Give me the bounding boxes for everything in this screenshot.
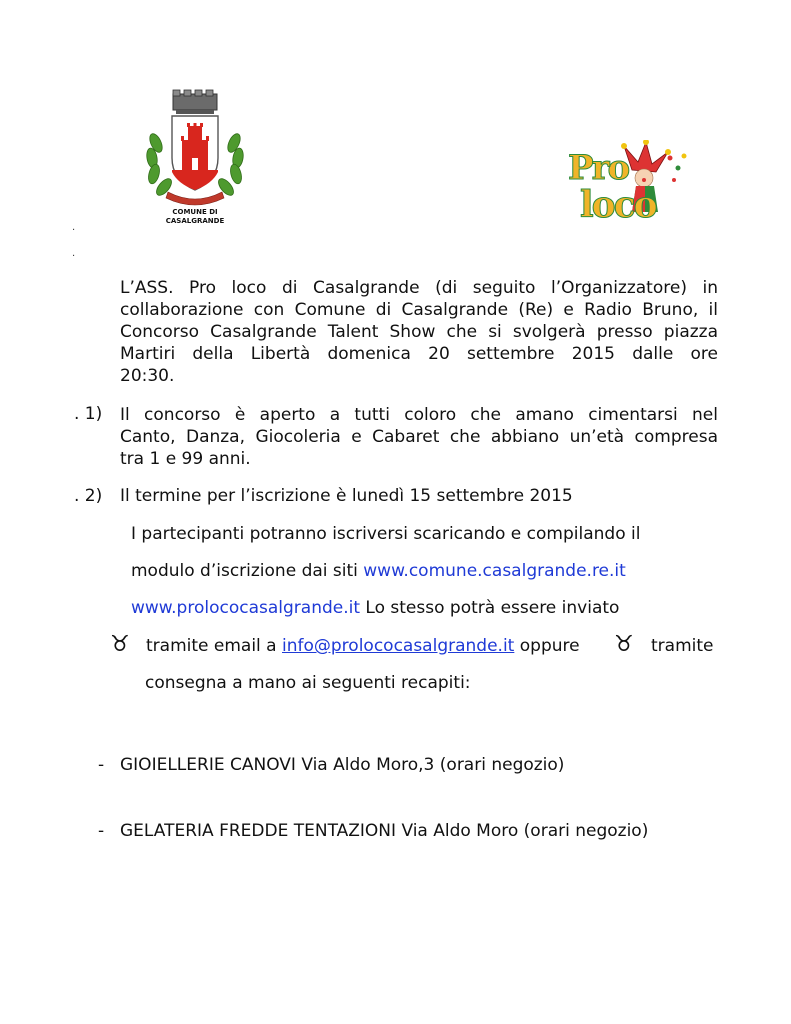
intro-paragraph <box>120 277 718 387</box>
bullet-taurus-icon: ♉ <box>614 632 634 657</box>
address-dash: - <box>98 755 105 775</box>
address-dash: - <box>98 821 105 841</box>
comune-caption-1: COMUNE DI <box>172 208 218 216</box>
site-link-proloco[interactable]: www.prolococasalgrande.it <box>131 598 361 618</box>
margin-dot: . <box>72 248 76 259</box>
item-1-line: tra 1 e 99 anni. <box>120 449 251 469</box>
details-line-3 <box>131 598 619 618</box>
item-1-line: Il concorso è aperto a tutti coloro che amano cimentarsi nel <box>120 405 718 425</box>
tramite-text: tramite <box>651 636 714 656</box>
consegna-text: consegna a mano ai seguenti recapiti: <box>145 673 471 693</box>
item-1-marker: . 1) <box>74 404 103 424</box>
comune-logo <box>140 88 250 230</box>
intro-line: collaborazione con Comune di Casalgrande (Re) e Radio Bruno, il <box>120 300 718 320</box>
proloco-logo <box>564 140 704 232</box>
oppure-text: oppure <box>514 636 580 656</box>
details-line-2 <box>131 561 626 581</box>
coat-of-arms-icon <box>140 88 250 213</box>
site-link-comune[interactable]: www.comune.casalgrande.re.it <box>363 561 626 581</box>
address-item: GELATERIA FREDDE TENTAZIONI Via Aldo Moro (orari negozio) <box>120 821 649 841</box>
details-line-2-prefix: modulo d’iscrizione dai siti <box>131 561 364 581</box>
item-2-marker: . 2) <box>74 486 103 506</box>
item-2-text: Il termine per l’iscrizione è lunedì 15 settembre 2015 <box>120 486 573 506</box>
margin-dot: . <box>72 222 76 233</box>
intro-line: Martiri della Libertà domenica 20 settembre 2015 dalle ore <box>120 344 718 364</box>
bullet-taurus-icon: ♉ <box>110 632 130 657</box>
address-item: GIOIELLERIE CANOVI Via Aldo Moro,3 (orari negozio) <box>120 755 565 775</box>
proloco-word-pro: Pro <box>568 148 629 188</box>
intro-line: Concorso Casalgrande Talent Show che si svolgerà presso piazza <box>120 322 718 342</box>
details-line-3-suffix: Lo stesso potrà essere inviato <box>360 598 620 618</box>
intro-line: L’ASS. Pro loco di Casalgrande (di seguito l’Organizzatore) in <box>120 278 718 298</box>
details-line-1: I partecipanti potranno iscriversi scaricando e compilando il <box>131 524 641 544</box>
email-link[interactable]: info@prolococasalgrande.it <box>282 636 515 656</box>
item-1-text <box>120 404 718 470</box>
email-prefix: tramite email a <box>146 636 282 656</box>
intro-line: 20:30. <box>120 366 175 386</box>
details-email-line <box>146 636 580 656</box>
proloco-word-loco: loco <box>580 184 656 226</box>
comune-caption-2: CASALGRANDE <box>165 217 225 225</box>
item-1-line: Canto, Danza, Giocoleria e Cabaret che abbiano un’età compresa <box>120 427 718 447</box>
